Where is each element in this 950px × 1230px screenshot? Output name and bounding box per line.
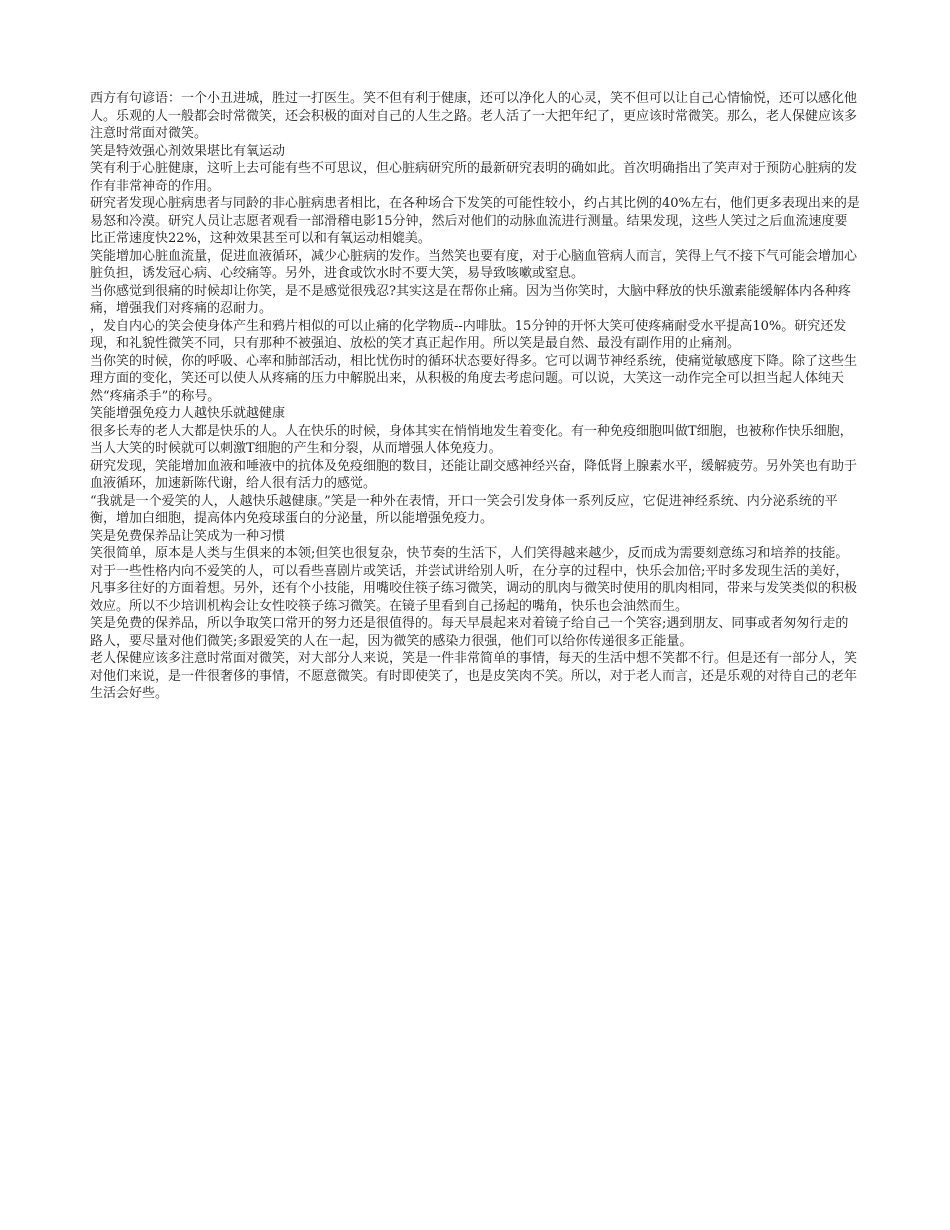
paragraph: 研究者发现心脏病患者与同龄的非心脏病患者相比，在各种场合下发笑的可能性较小，约占其比例的40%左右，他们更多表现出来的是易怒和冷漠。研究人员让志愿者观看一部滑稽电影15分钟，然后对他们的动脉血流进行测量。结果发现，这些人笑过之后血流速度要比正常速度快22%，这种效果甚至可以和有氧运动相媲美。 [90, 196, 860, 246]
paragraph: 笑能增加心脏血流量，促进血液循环，减少心脏病的发作。当然笑也要有度，对于心脑血管病人而言，笑得上气不接下气可能会增加心脏负担，诱发冠心病、心绞痛等。另外，进食或饮水时不要大笑，易导致咳嗽或窒息。 [90, 248, 858, 281]
intro-paragraph: 西方有句谚语：一个小丑进城，胜过一打医生。笑不但有利于健康，还可以净化人的心灵，笑不但可以让自己心情愉悦，还可以感化他人。乐观的人一般都会时常微笑，还会积极的面对自己的人生之路。老人活了一大把年纪了，更应该时常微笑。那么，老人保健应该多注意时常面对微笑。 [90, 91, 858, 141]
paragraph: 研究发现，笑能增加血液和唾液中的抗体及免疫细胞的数目，还能让副交感神经兴奋，降低肾上腺素水平，缓解疲劳。另外笑也有助于血液循环，加速新陈代谢，给人很有活力的感觉。 [90, 458, 858, 491]
closing-paragraph: 老人保健应该多注意时常面对微笑，对大部分人来说，笑是一件非常简单的事情，每天的生活中想不笑都不行。但是还有一部分人，笑对他们来说，是一件很奢侈的事情，不愿意微笑。有时即使笑了，也是皮笑肉不笑。所以，对于老人而言，还是乐观的对待自己的老年生活会好些。 [90, 651, 858, 701]
section-heading-immunity: 笑能增强免疫力人越快乐就越健康 [90, 406, 286, 421]
paragraph: 对于一些性格内向不爱笑的人，可以看些喜剧片或笑话，并尝试讲给别人听，在分享的过程中，快乐会加倍;平时多发现生活的美好，凡事多往好的方面着想。另外，还有个小技能，用嘴咬住筷子练习微笑，调动的肌肉与微笑时使用的肌肉相同，带来与发笑类似的积极效应。所以不少培训机构会让女性咬筷子练习微笑。在镜子里看到自己扬起的嘴角，快乐也会油然而生。 [90, 563, 858, 614]
section-heading-heart: 笑是特效强心剂效果堪比有氧运动 [90, 143, 286, 159]
paragraph: 当你感觉到很痛的时候却让你笑，是不是感觉很残忍?其实这是在帮你止痛。因为当你笑时，大脑中释放的快乐激素能缓解体内各种疼痛，增强我们对疼痛的忍耐力。 [90, 283, 851, 316]
paragraph: 笑有利于心脏健康，这听上去可能有些不可思议，但心脏病研究所的最新研究表明的确如此。首次明确指出了笑声对于预防心脏病的发作有非常神奇的作用。 [90, 161, 858, 194]
paragraph: 当你笑的时候，你的呼吸、心率和肺部活动，相比忧伤时的循环状态要好得多。它可以调节神经系统，使痛觉敏感度下降。除了这些生理方面的变化，笑还可以使人从疼痛的压力中解脱出来，从积极的角度去考虑问题。可以说，大笑这一动作完全可以担当起人体纯天然“疼痛杀手”的称号。 [90, 353, 858, 404]
paragraph: 很多长寿的老人大都是快乐的人。人在快乐的时候，身体其实在悄悄地发生着变化。有一种免疫细胞叫做T细胞，也被称作快乐细胞，当人大笑的时候就可以刺激T细胞的产生和分裂，从而增强人体免疫力。 [90, 423, 853, 456]
section-heading-habit: 笑是免费保养品让笑成为一种习惯 [90, 528, 286, 544]
paragraph: 笑很简单，原本是人类与生俱来的本领;但笑也很复杂，快节奏的生活下，人们笑得越来越少，反而成为需要刻意练习和培养的技能。 [90, 546, 849, 561]
document-body [90, 90, 860, 703]
paragraph: ，发自内心的笑会使身体产生和鸦片相似的可以止痛的化学物质--内啡肽。15分钟的开怀大笑可使疼痛耐受水平提高10%。研究还发现，和礼貌性微笑不同，只有那种不被强迫、放松的笑才真正起作用。所以笑是最自然、最没有副作用的止痛剂。 [90, 318, 847, 351]
paragraph: “我就是一个爱笑的人，人越快乐越健康。”笑是一种外在表情，开口一笑会引发身体一系列反应，它促进神经系统、内分泌系统的平衡，增加白细胞，提高体内免疫球蛋白的分泌量，所以能增强免疫力。 [90, 493, 838, 526]
paragraph: 笑是免费的保养品，所以争取笑口常开的努力还是很值得的。每天早晨起来对着镜子给自己一个笑容;遇到朋友、同事或者匆匆行走的路人，要尽量对他们微笑;多跟爱笑的人在一起，因为微笑的感染力很强，他们可以给你传递很多正能量。 [90, 616, 849, 649]
